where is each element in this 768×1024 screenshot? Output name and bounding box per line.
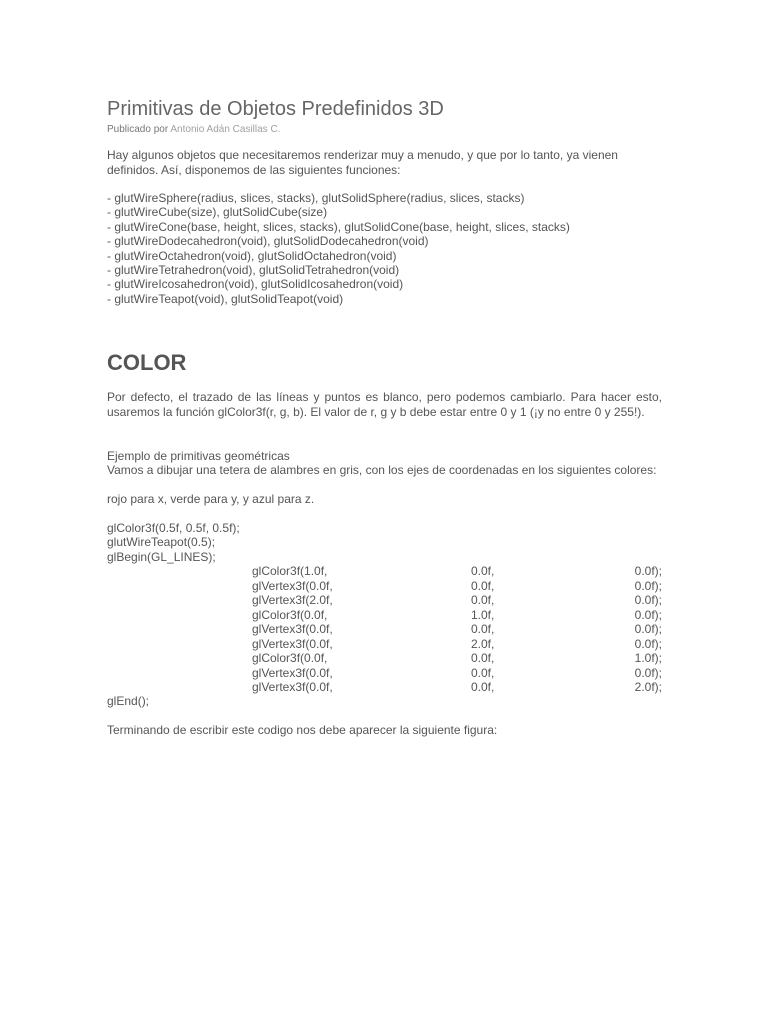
code-arg: 0.0f, [471, 680, 495, 694]
page-title: Primitivas de Objetos Predefinidos 3D [107, 98, 444, 120]
code-line: glutWireTeapot(0.5); [107, 535, 216, 550]
code-arg: 0.0f, [471, 578, 495, 593]
code-preamble [107, 521, 240, 564]
code-arg: 1.0f); [634, 651, 662, 665]
byline [107, 124, 280, 135]
code-line: glColor3f(0.5f, 0.5f, 0.5f); [107, 521, 240, 535]
code-call: glColor3f(0.0f, [252, 651, 328, 665]
closing-paragraph: Terminando de escribir este codigo nos debe aparecer la siguiente figura: [107, 723, 498, 737]
code-arg: 0.0f, [471, 622, 495, 636]
color-paragraph: Por defecto, el trazado de las líneas y puntos es blanco, pero podemos cambiarlo. Para hacer esto, usaremos la función glColor3f(r, g, b). El valor de r, g y b debe estar entre 0 y 1 (¡y no entre 0 y 255!). [107, 390, 662, 419]
code-row [107, 564, 662, 578]
section-heading-color: COLOR [107, 350, 187, 375]
function-item: - glutWireSphere(radius, slices, stacks), glutSolidSphere(radius, slices, stacks) [107, 191, 525, 205]
function-item: - glutWireCube(size), glutSolidCube(size) [107, 205, 328, 220]
code-row [107, 680, 662, 694]
code-arg: 0.0f, [471, 665, 495, 680]
function-item: - glutWireTetrahedron(void), glutSolidTetrahedron(void) [107, 263, 400, 278]
code-call: glVertex3f(2.0f, [252, 593, 333, 607]
code-call: glVertex3f(0.0f, [252, 578, 333, 593]
code-row [107, 608, 662, 622]
byline-prefix: Publicado por [107, 124, 169, 135]
code-arg: 0.0f, [471, 593, 495, 607]
code-arg: 0.0f, [471, 651, 495, 665]
code-arg: 0.0f); [634, 578, 662, 593]
code-arg: 0.0f); [634, 622, 662, 636]
function-item: - glutWireTeapot(void), glutSolidTeapot(void) [107, 291, 344, 306]
code-arg: 0.0f); [634, 593, 662, 607]
function-item: - glutWireDodecahedron(void), glutSolidDodecahedron(void) [107, 234, 429, 249]
code-arg: 2.0f, [471, 636, 495, 651]
code-row [107, 593, 662, 607]
code-call: glVertex3f(0.0f, [252, 636, 333, 651]
code-arg: 0.0f); [634, 607, 662, 622]
code-call: glVertex3f(0.0f, [252, 665, 333, 680]
code-call: glColor3f(1.0f, [252, 564, 328, 578]
code-call: glVertex3f(0.0f, [252, 680, 333, 694]
example-title: Ejemplo de primitivas geométricas [107, 449, 290, 463]
example-text: Vamos a dibujar una tetera de alambres en gris, con los ejes de coordenadas en los siguientes colores: [107, 463, 657, 477]
code-row [107, 651, 662, 665]
code-arg: 0.0f); [634, 564, 662, 578]
code-row [107, 622, 662, 636]
author-link[interactable]: Antonio Adán Casillas C. [170, 124, 281, 135]
code-arg: 2.0f); [634, 680, 662, 694]
intro-paragraph: Hay algunos objetos que necesitaremos renderizar muy a menudo, y que por lo tanto, ya vienen definidos. Así, disponemos de las siguientes funciones: [107, 148, 618, 177]
function-item: - glutWireOctahedron(void), glutSolidOctahedron(void) [107, 248, 397, 263]
code-arg: 0.0f); [634, 665, 662, 680]
code-line: glBegin(GL_LINES); [107, 549, 216, 564]
function-item: - glutWireCone(base, height, slices, stacks), glutSolidCone(base, height, slices, stacks) [107, 219, 570, 234]
code-call: glColor3f(0.0f, [252, 607, 328, 622]
code-row [107, 666, 662, 680]
code-end: glEnd(); [107, 694, 150, 708]
code-arg: 0.0f, [471, 564, 495, 578]
function-item: - glutWireIcosahedron(void), glutSolidIcosahedron(void) [107, 277, 404, 292]
code-arg: 0.0f); [634, 636, 662, 651]
code-call: glVertex3f(0.0f, [252, 622, 333, 636]
function-list [107, 191, 570, 306]
code-arg: 1.0f, [471, 607, 495, 622]
code-row [107, 637, 662, 651]
example-colors: rojo para x, verde para y, y azul para z. [107, 492, 315, 506]
code-row [107, 579, 662, 593]
